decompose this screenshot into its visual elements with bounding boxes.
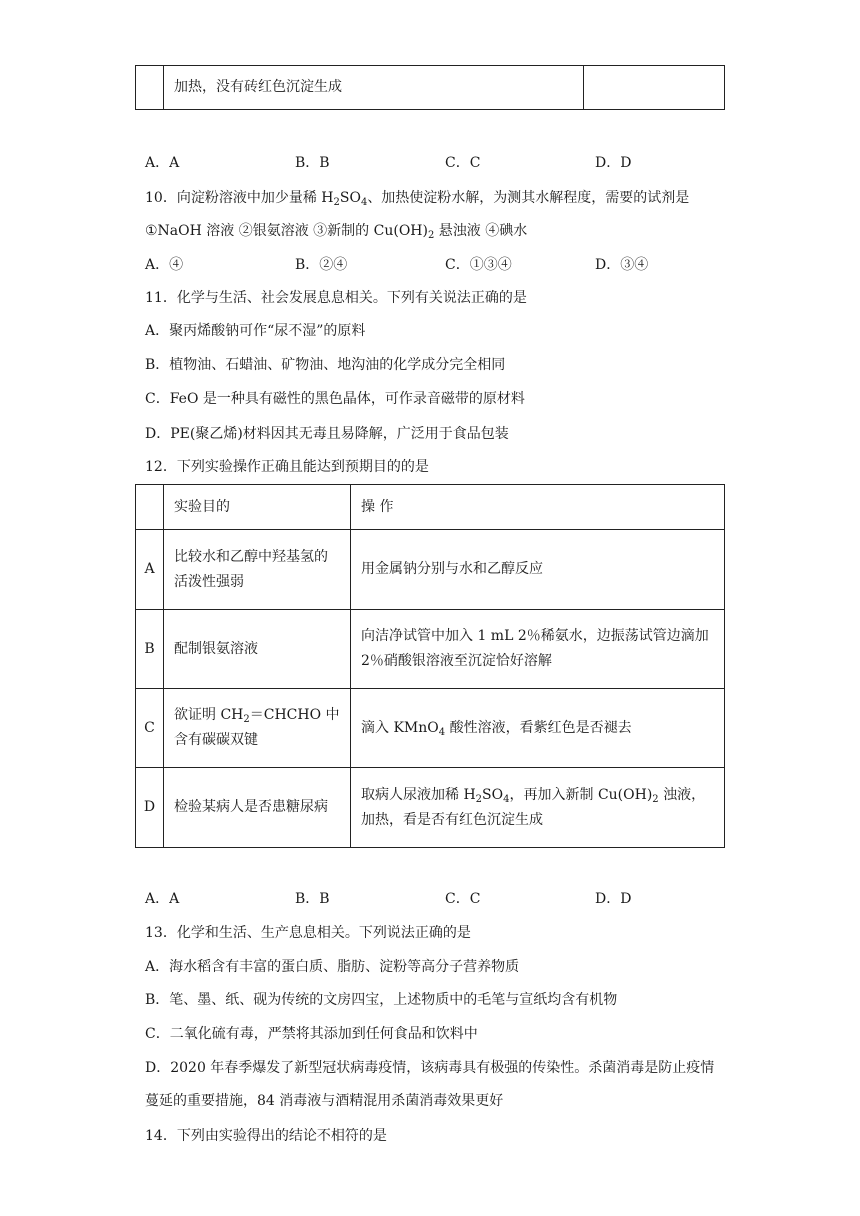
- q13-option-a: A．海水稻含有丰富的蛋白质、脂肪、淀粉等高分子营养物质: [145, 959, 520, 975]
- q10-stem: 10．向淀粉溶液中加少量稀 $H_2SO_4$、加热使淀粉水解，为测其水解程度，需要的试剂是: [145, 190, 690, 208]
- option-b: B．B: [295, 155, 330, 171]
- q9-table-continuation: [135, 65, 725, 110]
- option-d: D．③④: [595, 257, 649, 273]
- q13-option-c: C．二氧化硫有毒，严禁将其添加到任何食品和饮料中: [145, 1026, 478, 1042]
- row-label: B: [136, 610, 164, 689]
- purpose-cell: 检验某病人是否患糖尿病: [164, 768, 351, 848]
- row-label: D: [136, 768, 164, 848]
- q10-options: [145, 255, 665, 275]
- table-row: [136, 689, 725, 768]
- table-cell: 加热，没有砖红色沉淀生成: [164, 66, 584, 110]
- table-header-cell: [136, 485, 164, 530]
- table-cell: [584, 66, 725, 110]
- option-b: B．B: [295, 891, 330, 907]
- table-row: [136, 768, 725, 848]
- table-row: [136, 610, 725, 689]
- option-b: B．②④: [295, 257, 348, 273]
- table-cell: [136, 66, 164, 110]
- operation-cell: 滴入 KMnO$_4$ 酸性溶液，看紫红色是否褪去: [351, 689, 725, 768]
- option-d: D．D: [595, 155, 632, 171]
- purpose-cell: 配制银氨溶液: [164, 610, 351, 689]
- table-header-row: [136, 485, 725, 530]
- operation-cell: 用金属钠分别与水和乙醇反应: [351, 530, 725, 610]
- q10-reagents: ①NaOH 溶液 ②银氨溶液 ③新制的 $Cu(OH)_2$ 悬浊液 ④碘水: [145, 223, 528, 241]
- row-label: C: [136, 689, 164, 768]
- q11-stem: 11．化学与生活、社会发展息息相关。下列有关说法正确的是: [145, 290, 527, 306]
- option-c: C．C: [445, 891, 481, 907]
- purpose-cell: 比较水和乙醇中羟基氢的活泼性强弱: [164, 530, 351, 610]
- q12-table: [135, 484, 725, 848]
- option-c: C．C: [445, 155, 481, 171]
- q11-option-d: D．PE(聚乙烯)材料因其无毒且易降解，广泛用于食品包装: [145, 426, 509, 442]
- option-a: A．A: [145, 155, 180, 171]
- table-header-cell: 操 作: [351, 485, 725, 530]
- table-row: [136, 530, 725, 610]
- q11-option-b: B．植物油、石蜡油、矿物油、地沟油的化学成分完全相同: [145, 357, 506, 373]
- option-a: A．④: [145, 257, 184, 273]
- q14-stem: 14．下列由实验得出的结论不相符的是: [145, 1128, 387, 1144]
- operation-cell: 取病人尿液加稀 $H_2SO_4$，再加入新制 $Cu(OH)_2$ 浊液，加热，看是否有红色沉淀生成: [351, 768, 725, 848]
- q11-option-a: A．聚丙烯酸钠可作“尿不湿”的原料: [145, 323, 366, 339]
- row-label: A: [136, 530, 164, 610]
- q12-stem: 12．下列实验操作正确且能达到预期目的的是: [145, 459, 429, 475]
- table-header-cell: 实验目的: [164, 485, 351, 530]
- q12-options: [145, 889, 665, 909]
- option-c: C．①③④: [445, 257, 512, 273]
- q13-stem: 13．化学和生活、生产息息相关。下列说法正确的是: [145, 925, 471, 941]
- q11-option-c: C．FeO 是一种具有磁性的黑色晶体，可作录音磁带的原材料: [145, 391, 525, 407]
- q13-option-b: B．笔、墨、纸、砚为传统的文房四宝，上述物质中的毛笔与宣纸均含有机物: [145, 992, 618, 1008]
- q9-options: [145, 153, 665, 173]
- option-a: A．A: [145, 891, 180, 907]
- purpose-cell: 欲证明 $CH_2=CHCHO$ 中含有碳碳双键: [164, 689, 351, 768]
- operation-cell: 向洁净试管中加入 1 mL 2％稀氨水，边振荡试管边滴加 2％硝酸银溶液至沉淀恰好溶解: [351, 610, 725, 689]
- q13-option-d: D．2020 年春季爆发了新型冠状病毒疫情，该病毒具有极强的传染性。杀菌消毒是防止疫情蔓延的重要措施，84 消毒液与酒精混用杀菌消毒效果更好: [145, 1060, 715, 1109]
- option-d: D．D: [595, 891, 632, 907]
